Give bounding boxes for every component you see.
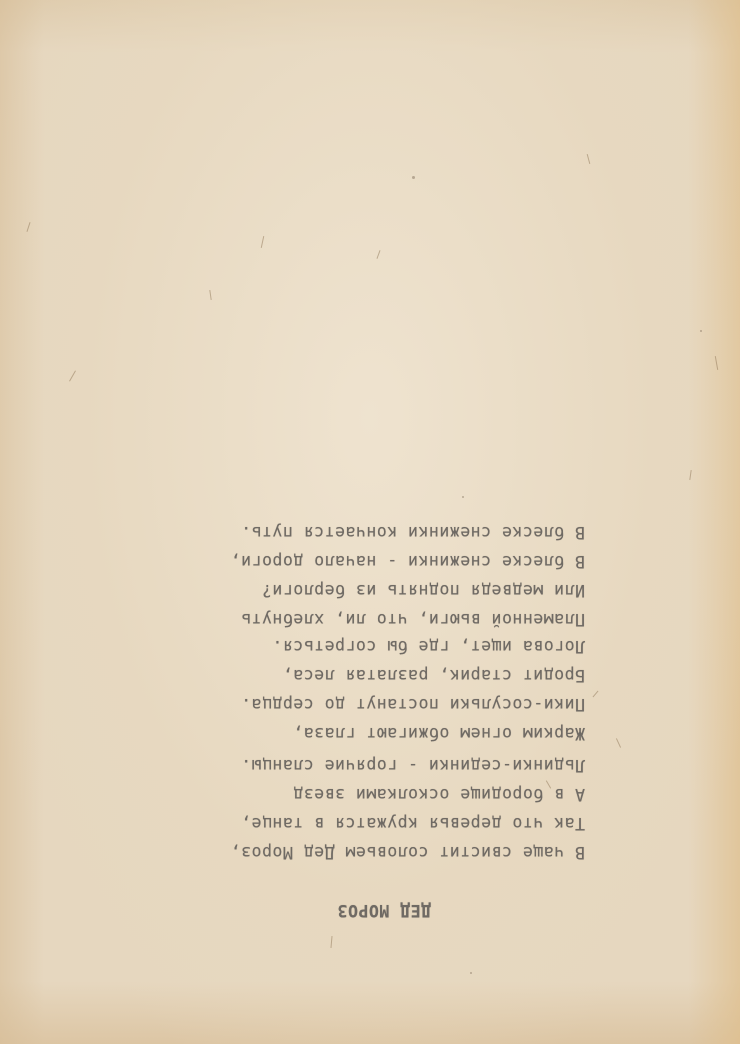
stanza-2 bbox=[125, 637, 585, 743]
poem-line: Или медведя поднять из берлоги? bbox=[261, 581, 585, 600]
poem-line: В чаще свистит соловьем Дед Мороз, bbox=[230, 843, 585, 862]
poem-line: В блеске снежинки - начало дороги, bbox=[230, 552, 585, 571]
poem-title: ДЕД МОРОЗ bbox=[337, 901, 431, 920]
poem-line: Бродит старик, разлатая леса, bbox=[282, 666, 585, 685]
poem-line: А в бородище осколками звезд bbox=[292, 785, 585, 804]
poem-line: Жарким огнем обжигают глаза, bbox=[292, 724, 585, 743]
stanza-1 bbox=[125, 756, 585, 862]
poem-line: В блеске снежинки кончается путь. bbox=[240, 523, 585, 542]
poem-line: Льдинки-сединки - горячие сланцы. bbox=[240, 756, 585, 775]
poem-line: Пламенной вьюги, что ли, хлебнуть bbox=[240, 610, 585, 629]
poem-line: Пики-сосульки постанут до сердца. bbox=[240, 695, 585, 714]
stanza-3 bbox=[125, 523, 585, 629]
poem-line: Логова ищет, где бы согреться. bbox=[271, 637, 585, 656]
poem-line: Так что деревья кружатся в танце, bbox=[240, 814, 585, 833]
